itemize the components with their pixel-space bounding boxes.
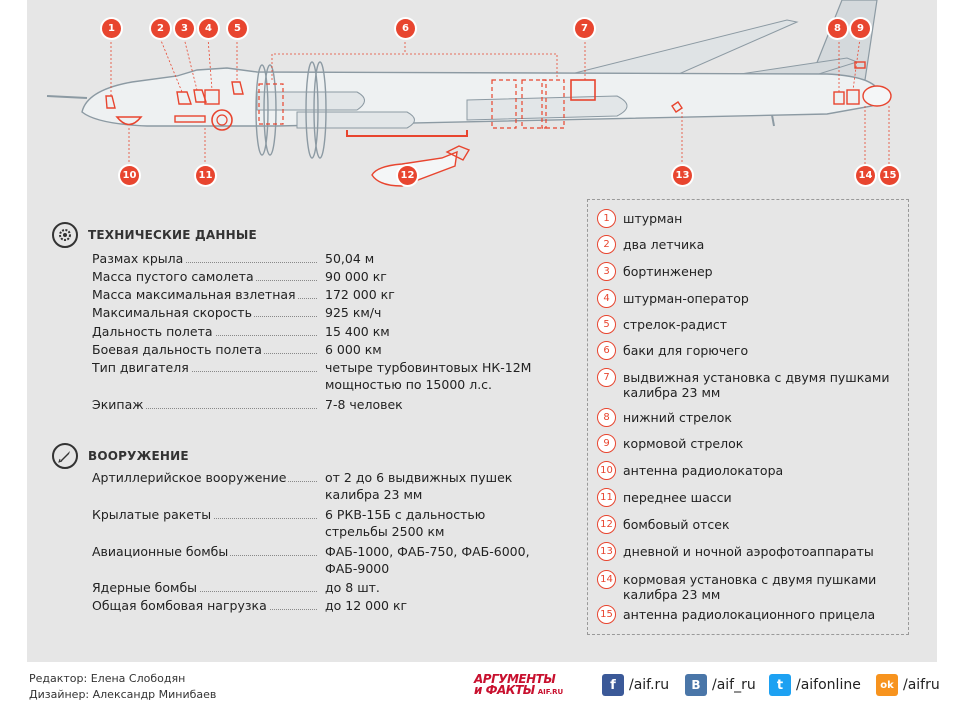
callout-2: 2 <box>151 19 170 38</box>
callout-13: 13 <box>673 166 692 185</box>
legend-item <box>597 544 893 561</box>
armament-value-cont: калибра 23 мм <box>325 487 423 502</box>
spec-label: Максимальная скорость <box>92 305 252 320</box>
spec-label: Боевая дальность полета <box>92 342 262 357</box>
spec-label: Тип двигателя <box>92 360 189 375</box>
legend-text: нижний стрелок <box>623 410 732 425</box>
armament-row <box>92 469 562 503</box>
callout-11: 11 <box>196 166 215 185</box>
spec-label: Дальность полета <box>92 324 213 339</box>
spec-label: Масса пустого самолета <box>92 269 254 284</box>
twitter-link[interactable] <box>769 674 861 696</box>
aif-logo[interactable] <box>474 674 563 698</box>
armament-value-cont: ФАБ-9000 <box>325 561 390 576</box>
designer-credit: Дизайнер: Александр Минибаев <box>29 688 217 701</box>
callout-9: 9 <box>851 19 870 38</box>
spec-value: 6 000 км <box>325 342 382 357</box>
spec-row <box>92 396 562 413</box>
armament-label: Авиационные бомбы <box>92 544 229 559</box>
missile-icon <box>52 443 78 469</box>
callout-4: 4 <box>199 19 218 38</box>
spec-value: 172 000 кг <box>325 287 395 302</box>
legend-text: дневной и ночной аэрофотоаппараты <box>623 544 874 559</box>
facebook-link[interactable] <box>602 674 669 696</box>
spec-value: 15 400 км <box>325 324 390 339</box>
callout-6: 6 <box>396 19 415 38</box>
armament-label: Крылатые ракеты <box>92 507 212 522</box>
legend-number: 5 <box>597 315 616 334</box>
legend-number: 6 <box>597 341 616 360</box>
armament-value: до 12 000 кг <box>325 598 408 613</box>
legend-number: 1 <box>597 209 616 228</box>
legend-item <box>597 343 893 360</box>
callout-14: 14 <box>856 166 875 185</box>
legend-number: 8 <box>597 408 616 427</box>
armament-row <box>92 597 562 614</box>
armament-label: Общая бомбовая нагрузка <box>92 598 267 613</box>
legend-text: антенна радиолокационного прицела <box>623 607 876 622</box>
footer <box>27 662 940 720</box>
twitter-handle: /aifonline <box>796 677 861 693</box>
spec-value: 90 000 кг <box>325 269 387 284</box>
vkontakte-link[interactable] <box>685 674 756 696</box>
specs-header <box>52 222 257 248</box>
spec-row <box>92 323 562 340</box>
legend-text: кормовой стрелок <box>623 436 744 451</box>
legend-number: 10 <box>597 461 616 480</box>
spec-row <box>92 286 562 303</box>
legend-box <box>587 199 909 635</box>
legend-number: 7 <box>597 368 616 387</box>
legend-text: переднее шасси <box>623 490 732 505</box>
legend-item <box>597 291 893 308</box>
spec-row <box>92 250 562 267</box>
armament-row <box>92 579 562 596</box>
legend-number: 15 <box>597 605 616 624</box>
odnoklassniki-handle: /aifru <box>903 677 940 693</box>
logo-line-2: и ФАКТЫ <box>474 683 535 697</box>
spec-row <box>92 268 562 285</box>
spec-label: Экипаж <box>92 397 144 412</box>
specs-title: ТЕХНИЧЕСКИЕ ДАННЫЕ <box>88 228 257 242</box>
legend-item <box>597 436 893 453</box>
legend-text: баки для горючего <box>623 343 749 358</box>
legend-text: бомбовый отсек <box>623 517 730 532</box>
facebook-icon: f <box>602 674 624 696</box>
odnoklassniki-link[interactable] <box>876 674 940 696</box>
spec-value: 50,04 м <box>325 251 375 266</box>
legend-item <box>597 410 893 427</box>
legend-item <box>597 607 893 624</box>
legend-item <box>597 211 893 228</box>
legend-text: штурман-оператор <box>623 291 749 306</box>
spec-value: 7-8 человек <box>325 397 403 412</box>
legend-number: 2 <box>597 235 616 254</box>
callout-8: 8 <box>828 19 847 38</box>
odnoklassniki-icon: ok <box>876 674 898 696</box>
legend-text: антенна радиолокатора <box>623 463 784 478</box>
logo-site: AIF.RU <box>537 688 564 696</box>
legend-text: стрелок-радист <box>623 317 727 332</box>
legend-text: кормовая установка с двумя пушками калибра 23 мм <box>623 572 877 602</box>
vkontakte-handle: /aif_ru <box>712 677 756 693</box>
legend-text: два летчика <box>623 237 705 252</box>
spec-row <box>92 341 562 358</box>
legend-number: 9 <box>597 434 616 453</box>
legend-number: 13 <box>597 542 616 561</box>
callout-3: 3 <box>175 19 194 38</box>
editor-credit: Редактор: Елена Слободян <box>29 672 186 685</box>
legend-item <box>597 237 893 254</box>
armament-label: Ядерные бомбы <box>92 580 198 595</box>
legend-item <box>597 517 893 534</box>
facebook-handle: /aif.ru <box>629 677 670 693</box>
legend-number: 12 <box>597 515 616 534</box>
legend-text: выдвижная установка с двумя пушками калибра 23 мм <box>623 370 890 400</box>
legend-item <box>597 264 893 281</box>
callout-5: 5 <box>228 19 247 38</box>
armament-value: до 8 шт. <box>325 580 380 595</box>
armament-value-cont: стрельбы 2500 км <box>325 524 445 539</box>
callout-1: 1 <box>102 19 121 38</box>
spec-value-cont: мощностью по 15000 л.с. <box>325 377 493 392</box>
legend-number: 14 <box>597 570 616 589</box>
armament-row <box>92 543 562 577</box>
vkontakte-icon: B <box>685 674 707 696</box>
legend-number: 3 <box>597 262 616 281</box>
logo-line-1: АРГУМЕНТЫ <box>474 672 556 686</box>
armament-value: 6 РКВ-15Б с дальностью <box>325 507 486 522</box>
legend-text: бортинженер <box>623 264 713 279</box>
spec-row <box>92 359 562 393</box>
armament-value: ФАБ-1000, ФАБ-750, ФАБ-6000, <box>325 544 530 559</box>
legend-number: 4 <box>597 289 616 308</box>
legend-text: штурман <box>623 211 683 226</box>
legend-number: 11 <box>597 488 616 507</box>
armament-header <box>52 443 189 469</box>
armament-row <box>92 506 562 540</box>
callout-10: 10 <box>120 166 139 185</box>
armament-label: Артиллерийское вооружение <box>92 470 287 485</box>
spec-value: 925 км/ч <box>325 305 382 320</box>
gear-icon <box>52 222 78 248</box>
spec-label: Размах крыла <box>92 251 184 266</box>
callout-7: 7 <box>575 19 594 38</box>
spec-label: Масса максимальная взлетная <box>92 287 296 302</box>
armament-value: от 2 до 6 выдвижных пушек <box>325 470 513 485</box>
legend-item <box>597 490 893 507</box>
callout-15: 15 <box>880 166 899 185</box>
armament-title: ВООРУЖЕНИЕ <box>88 449 189 463</box>
spec-value: четыре турбовинтовых НК-12М <box>325 360 532 375</box>
legend-item <box>597 463 893 480</box>
callout-12: 12 <box>398 166 417 185</box>
legend-item <box>597 317 893 334</box>
legend-item <box>597 572 893 602</box>
legend-item <box>597 370 893 400</box>
spec-row <box>92 304 562 321</box>
twitter-icon: t <box>769 674 791 696</box>
